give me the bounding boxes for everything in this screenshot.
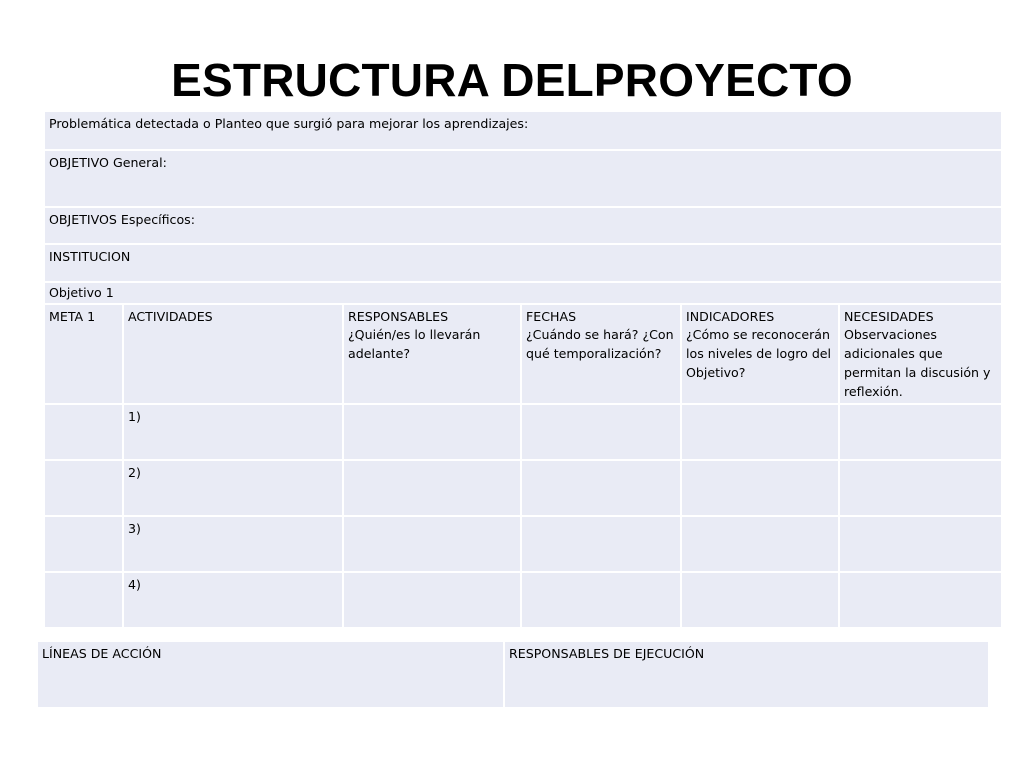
indicadores-question: ¿Cómo se reconocerán los niveles de logro del Objetivo? xyxy=(686,327,832,380)
meta-cell[interactable] xyxy=(44,460,123,516)
meta-cell[interactable] xyxy=(44,404,123,460)
meta-cell[interactable] xyxy=(44,516,123,572)
responsables-question: ¿Quién/es lo llevarán adelante? xyxy=(348,327,481,362)
specific-objectives-label: OBJETIVOS Específicos: xyxy=(49,212,195,227)
responsables-cell[interactable] xyxy=(343,516,521,572)
problem-label: Problemática detectada o Planteo que surgió para mejorar los aprendizajes: xyxy=(49,116,529,131)
fechas-cell[interactable] xyxy=(521,516,681,572)
activity-number: 3) xyxy=(128,520,141,536)
indicadores-cell[interactable] xyxy=(681,516,839,572)
activity-number: 4) xyxy=(128,576,141,592)
meta-cell[interactable] xyxy=(44,572,123,628)
necesidades-header: NECESIDADES xyxy=(844,308,934,324)
problem-cell[interactable] xyxy=(44,111,1002,150)
table-row xyxy=(44,516,1002,572)
specific-objectives-row xyxy=(44,207,1002,244)
responsables-cell[interactable] xyxy=(343,460,521,516)
objective-1-label: Objetivo 1 xyxy=(49,285,114,300)
activity-cell[interactable] xyxy=(123,460,343,516)
activity-number: 1) xyxy=(128,408,141,424)
objective-1-row xyxy=(44,282,1002,304)
specific-objectives-cell[interactable] xyxy=(44,207,1002,244)
responsables-cell[interactable] xyxy=(343,404,521,460)
indicadores-cell[interactable] xyxy=(681,460,839,516)
execution-responsibles-cell[interactable] xyxy=(504,641,989,708)
fechas-cell[interactable] xyxy=(521,460,681,516)
project-structure-table xyxy=(43,110,1003,629)
fechas-cell[interactable] xyxy=(521,404,681,460)
indicadores-cell[interactable] xyxy=(681,404,839,460)
table-row xyxy=(44,404,1002,460)
responsables-header: RESPONSABLES xyxy=(348,308,449,324)
necesidades-cell[interactable] xyxy=(839,404,1002,460)
responsables-cell[interactable] xyxy=(343,572,521,628)
objective-1-cell[interactable] xyxy=(44,282,1002,304)
action-lines-cell[interactable] xyxy=(37,641,504,708)
activities-header: ACTIVIDADES xyxy=(128,308,213,324)
institution-label: INSTITUCION xyxy=(49,249,131,264)
meta-header-cell xyxy=(44,304,123,404)
general-objective-label: OBJETIVO General: xyxy=(49,155,167,170)
activities-header-cell xyxy=(123,304,343,404)
responsables-header-cell xyxy=(343,304,521,404)
necesidades-cell[interactable] xyxy=(839,516,1002,572)
fechas-header-cell xyxy=(521,304,681,404)
indicadores-header: INDICADORES xyxy=(686,308,775,324)
table-row xyxy=(44,460,1002,516)
activity-cell[interactable] xyxy=(123,572,343,628)
problem-row xyxy=(44,111,1002,150)
institution-row xyxy=(44,244,1002,282)
necesidades-header-cell xyxy=(839,304,1002,404)
general-objective-row xyxy=(44,150,1002,207)
page-title: ESTRUCTURA DELPROYECTO xyxy=(171,54,853,106)
fechas-cell[interactable] xyxy=(521,572,681,628)
necesidades-cell[interactable] xyxy=(839,460,1002,516)
activity-cell[interactable] xyxy=(123,516,343,572)
activity-cell[interactable] xyxy=(123,404,343,460)
action-lines-label: LÍNEAS DE ACCIÓN xyxy=(42,646,162,661)
activity-number: 2) xyxy=(128,464,141,480)
table-row xyxy=(44,572,1002,628)
action-lines-table xyxy=(36,640,990,709)
execution-responsibles-label: RESPONSABLES DE EJECUCIÓN xyxy=(509,646,705,661)
column-header-row xyxy=(44,304,1002,404)
fechas-question: ¿Cuándo se hará? ¿Con qué temporalización? xyxy=(526,327,674,362)
necesidades-note: Observaciones adicionales que permitan la discusión y reflexión. xyxy=(844,327,991,399)
indicadores-header-cell xyxy=(681,304,839,404)
indicadores-cell[interactable] xyxy=(681,572,839,628)
action-lines-row xyxy=(37,641,989,708)
general-objective-cell[interactable] xyxy=(44,150,1002,207)
meta-label: META 1 xyxy=(49,308,96,324)
fechas-header: FECHAS xyxy=(526,308,577,324)
necesidades-cell[interactable] xyxy=(839,572,1002,628)
institution-cell[interactable] xyxy=(44,244,1002,282)
